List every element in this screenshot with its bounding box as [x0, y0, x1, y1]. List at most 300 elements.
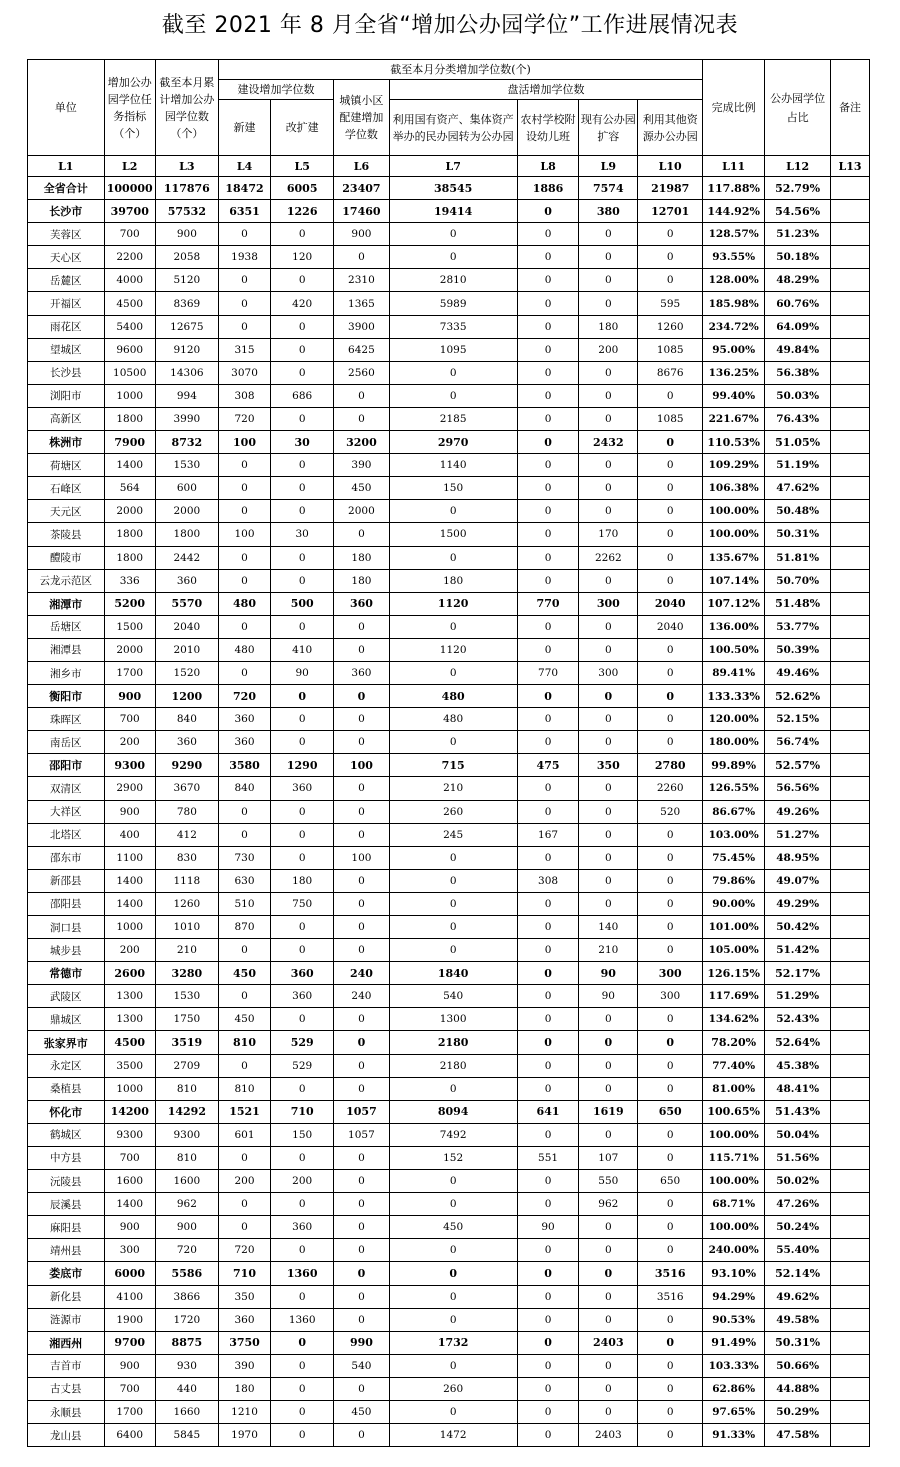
table-cell: 0 [271, 731, 334, 754]
table-cell: 450 [218, 962, 270, 985]
table-cell: 360 [218, 731, 270, 754]
table-cell: 0 [517, 731, 579, 754]
table-cell: 360 [218, 708, 270, 731]
table-cell: 1660 [155, 1400, 218, 1423]
table-cell: 0 [334, 1054, 390, 1077]
table-cell: 1700 [104, 1400, 155, 1423]
table-cell: 0 [271, 916, 334, 939]
column-code-row [28, 156, 870, 177]
table-cell: 0 [271, 454, 334, 477]
table-cell: 0 [334, 823, 390, 846]
table-cell: 0 [218, 823, 270, 846]
table-cell: 308 [218, 384, 270, 407]
table-cell: 52.14% [765, 1262, 831, 1285]
table-cell: 650 [638, 1170, 703, 1193]
table-cell: 8094 [389, 1100, 517, 1123]
table-cell: 715 [389, 754, 517, 777]
table-cell: 89.41% [703, 661, 765, 684]
unit-name-cell: 望城区 [28, 338, 105, 361]
table-cell: 8676 [638, 361, 703, 384]
table-cell [831, 246, 870, 269]
table-cell: 900 [104, 800, 155, 823]
table-cell: 0 [389, 615, 517, 638]
table-row [28, 431, 870, 454]
unit-name-cell: 武陵区 [28, 985, 105, 1008]
table-cell: 90.53% [703, 1308, 765, 1331]
table-cell: 0 [638, 892, 703, 915]
table-cell [831, 546, 870, 569]
table-cell: 0 [271, 1008, 334, 1031]
table-cell: 50.31% [765, 523, 831, 546]
table-cell: 110.53% [703, 431, 765, 454]
table-row [28, 1308, 870, 1331]
table-cell: 107.12% [703, 592, 765, 615]
table-cell: 0 [638, 500, 703, 523]
table-row [28, 846, 870, 869]
table-cell: 1400 [104, 1193, 155, 1216]
table-cell: 1400 [104, 869, 155, 892]
table-cell: 128.57% [703, 223, 765, 246]
table-cell: 0 [638, 477, 703, 500]
table-cell: 1970 [218, 1424, 270, 1447]
table-cell: 0 [517, 962, 579, 985]
table-cell: 2200 [104, 246, 155, 269]
table-cell: 1085 [638, 407, 703, 430]
code-cell: L1 [28, 156, 105, 177]
table-cell: 0 [218, 292, 270, 315]
table-cell: 120 [271, 246, 334, 269]
table-cell [831, 177, 870, 200]
table-cell [831, 315, 870, 338]
table-cell: 1057 [334, 1123, 390, 1146]
table-cell [831, 1031, 870, 1054]
table-cell: 400 [104, 823, 155, 846]
table-cell: 4500 [104, 292, 155, 315]
table-cell: 50.02% [765, 1170, 831, 1193]
table-cell: 51.43% [765, 1100, 831, 1123]
table-cell: 0 [517, 477, 579, 500]
table-cell: 9290 [155, 754, 218, 777]
table-cell: 0 [517, 1193, 579, 1216]
unit-name-cell: 北塔区 [28, 823, 105, 846]
table-cell: 9300 [155, 1123, 218, 1146]
table-cell: 52.43% [765, 1008, 831, 1031]
table-cell [831, 269, 870, 292]
table-cell [831, 384, 870, 407]
table-cell: 3500 [104, 1054, 155, 1077]
unit-name-cell: 衡阳市 [28, 685, 105, 708]
table-cell: 200 [104, 939, 155, 962]
header-expand: 现有公办园扩容 [579, 100, 638, 156]
unit-name-cell: 芙蓉区 [28, 223, 105, 246]
table-cell: 0 [517, 892, 579, 915]
table-cell: 1530 [155, 454, 218, 477]
table-cell: 0 [517, 800, 579, 823]
code-cell: L7 [389, 156, 517, 177]
table-cell: 100 [218, 431, 270, 454]
table-row [28, 315, 870, 338]
table-cell: 144.92% [703, 200, 765, 223]
table-cell: 0 [579, 1377, 638, 1400]
table-cell: 0 [579, 846, 638, 869]
table-cell: 900 [155, 1216, 218, 1239]
table-cell: 2310 [334, 269, 390, 292]
table-cell: 50.18% [765, 246, 831, 269]
table-cell: 234.72% [703, 315, 765, 338]
table-cell: 1260 [638, 315, 703, 338]
table-cell: 0 [638, 1424, 703, 1447]
table-cell: 3516 [638, 1262, 703, 1285]
table-cell: 0 [579, 1008, 638, 1031]
table-cell: 770 [517, 592, 579, 615]
table-cell: 0 [334, 800, 390, 823]
table-cell: 76.43% [765, 407, 831, 430]
table-row [28, 916, 870, 939]
table-cell: 420 [271, 292, 334, 315]
table-cell: 12675 [155, 315, 218, 338]
table-cell: 540 [389, 985, 517, 1008]
table-cell [831, 592, 870, 615]
table-cell: 308 [517, 869, 579, 892]
table-cell: 6005 [271, 177, 334, 200]
unit-name-cell: 张家界市 [28, 1031, 105, 1054]
table-cell: 0 [334, 384, 390, 407]
table-cell: 0 [218, 661, 270, 684]
table-cell: 0 [638, 1193, 703, 1216]
unit-name-cell: 株洲市 [28, 431, 105, 454]
table-cell: 23407 [334, 177, 390, 200]
table-cell: 0 [517, 361, 579, 384]
table-cell: 650 [638, 1100, 703, 1123]
table-cell: 0 [579, 1354, 638, 1377]
table-cell: 0 [638, 1377, 703, 1400]
table-cell: 94.29% [703, 1285, 765, 1308]
table-cell: 0 [517, 523, 579, 546]
table-cell: 4100 [104, 1285, 155, 1308]
table-cell [831, 1308, 870, 1331]
table-cell: 180 [389, 569, 517, 592]
table-cell: 810 [155, 1077, 218, 1100]
table-row [28, 1146, 870, 1169]
table-cell: 780 [155, 800, 218, 823]
table-cell: 135.67% [703, 546, 765, 569]
table-cell [831, 454, 870, 477]
table-cell: 1520 [155, 661, 218, 684]
unit-name-cell: 麻阳县 [28, 1216, 105, 1239]
table-cell: 0 [218, 939, 270, 962]
table-cell: 0 [334, 1308, 390, 1331]
table-cell: 52.57% [765, 754, 831, 777]
table-cell: 0 [579, 892, 638, 915]
table-cell: 180 [334, 569, 390, 592]
table-cell: 450 [218, 1008, 270, 1031]
table-cell: 1140 [389, 454, 517, 477]
table-cell: 990 [334, 1331, 390, 1354]
table-cell: 2600 [104, 962, 155, 985]
table-cell: 730 [218, 846, 270, 869]
table-cell: 0 [218, 1193, 270, 1216]
table-cell: 180 [271, 869, 334, 892]
table-row [28, 1400, 870, 1423]
unit-name-cell: 中方县 [28, 1146, 105, 1169]
table-cell: 830 [155, 846, 218, 869]
unit-name-cell: 龙山县 [28, 1424, 105, 1447]
table-cell: 0 [334, 869, 390, 892]
page-title: 截至 2021 年 8 月全省“增加公办园学位”工作进展情况表 [161, 13, 739, 38]
table-cell: 260 [389, 1377, 517, 1400]
table-cell: 105.00% [703, 939, 765, 962]
table-cell: 107.14% [703, 569, 765, 592]
table-cell: 95.00% [703, 338, 765, 361]
table-cell [831, 754, 870, 777]
table-cell: 1360 [271, 1262, 334, 1285]
table-cell: 1010 [155, 916, 218, 939]
table-row [28, 592, 870, 615]
table-cell: 1118 [155, 869, 218, 892]
table-cell: 57532 [155, 200, 218, 223]
table-cell: 1400 [104, 892, 155, 915]
table-cell: 126.15% [703, 962, 765, 985]
table-cell: 0 [517, 1308, 579, 1331]
table-cell: 0 [579, 777, 638, 800]
table-cell: 3070 [218, 361, 270, 384]
unit-name-cell: 开福区 [28, 292, 105, 315]
table-cell: 1886 [517, 177, 579, 200]
table-cell: 51.42% [765, 939, 831, 962]
table-cell: 360 [271, 962, 334, 985]
table-cell: 0 [638, 1239, 703, 1262]
table-cell: 200 [218, 1170, 270, 1193]
table-cell: 480 [218, 638, 270, 661]
code-cell: L6 [334, 156, 390, 177]
table-cell: 0 [579, 292, 638, 315]
table-cell: 5400 [104, 315, 155, 338]
table-cell: 0 [517, 407, 579, 430]
table-cell: 0 [638, 1077, 703, 1100]
table-cell: 117876 [155, 177, 218, 200]
table-cell: 360 [271, 1216, 334, 1239]
table-cell: 0 [517, 985, 579, 1008]
table-cell: 48.29% [765, 269, 831, 292]
table-cell: 1400 [104, 454, 155, 477]
table-cell: 90.00% [703, 892, 765, 915]
unit-name-cell: 大祥区 [28, 800, 105, 823]
table-cell: 1200 [155, 685, 218, 708]
table-cell: 100.50% [703, 638, 765, 661]
table-cell: 1530 [155, 985, 218, 1008]
table-cell: 0 [389, 939, 517, 962]
table-cell: 3670 [155, 777, 218, 800]
table-cell [831, 1262, 870, 1285]
table-cell: 1120 [389, 638, 517, 661]
table-cell [831, 1123, 870, 1146]
code-cell: L3 [155, 156, 218, 177]
table-cell [831, 500, 870, 523]
table-cell: 360 [271, 985, 334, 1008]
table-cell: 1226 [271, 200, 334, 223]
unit-name-cell: 高新区 [28, 407, 105, 430]
table-cell: 550 [579, 1170, 638, 1193]
table-cell [831, 1077, 870, 1100]
table-cell: 0 [334, 523, 390, 546]
table-cell: 0 [638, 223, 703, 246]
table-cell: 38545 [389, 177, 517, 200]
table-cell: 100.00% [703, 1123, 765, 1146]
table-cell: 100 [334, 846, 390, 869]
unit-name-cell: 常德市 [28, 962, 105, 985]
table-cell: 0 [579, 500, 638, 523]
table-cell: 0 [517, 939, 579, 962]
table-cell: 630 [218, 869, 270, 892]
table-cell: 3280 [155, 962, 218, 985]
unit-name-cell: 珠晖区 [28, 708, 105, 731]
table-cell: 0 [389, 846, 517, 869]
table-cell: 0 [517, 1377, 579, 1400]
table-cell: 600 [155, 477, 218, 500]
table-cell: 14200 [104, 1100, 155, 1123]
table-cell: 720 [218, 685, 270, 708]
table-row [28, 823, 870, 846]
table-cell: 1900 [104, 1308, 155, 1331]
table-row [28, 200, 870, 223]
table-cell: 0 [638, 916, 703, 939]
table-cell: 0 [579, 1285, 638, 1308]
table-cell [831, 1377, 870, 1400]
table-cell: 0 [334, 246, 390, 269]
table-cell: 0 [517, 1170, 579, 1193]
unit-name-cell: 新邵县 [28, 869, 105, 892]
table-cell: 0 [517, 315, 579, 338]
table-cell: 48.95% [765, 846, 831, 869]
table-cell: 1600 [155, 1170, 218, 1193]
table-cell: 0 [271, 315, 334, 338]
table-cell: 51.05% [765, 431, 831, 454]
table-cell: 1095 [389, 338, 517, 361]
table-cell: 0 [638, 384, 703, 407]
table-cell: 51.19% [765, 454, 831, 477]
table-cell: 136.25% [703, 361, 765, 384]
unit-name-cell: 长沙县 [28, 361, 105, 384]
table-cell: 720 [218, 1239, 270, 1262]
table-cell: 17460 [334, 200, 390, 223]
table-cell [831, 1146, 870, 1169]
table-cell: 720 [218, 407, 270, 430]
table-cell: 710 [218, 1262, 270, 1285]
table-cell [831, 1170, 870, 1193]
table-cell: 245 [389, 823, 517, 846]
unit-name-cell: 邵阳市 [28, 754, 105, 777]
header-renovate: 改扩建 [271, 100, 334, 156]
table-cell [831, 361, 870, 384]
table-cell: 0 [271, 1331, 334, 1354]
table-cell: 900 [104, 685, 155, 708]
table-cell: 2900 [104, 777, 155, 800]
table-cell [831, 1424, 870, 1447]
table-cell [831, 708, 870, 731]
table-cell: 200 [104, 731, 155, 754]
table-row [28, 1077, 870, 1100]
table-row [28, 1377, 870, 1400]
table-cell: 0 [638, 731, 703, 754]
table-cell: 1472 [389, 1424, 517, 1447]
table-cell: 0 [517, 777, 579, 800]
table-row [28, 1031, 870, 1054]
table-cell: 0 [638, 454, 703, 477]
table-cell: 100 [218, 523, 270, 546]
unit-name-cell: 辰溪县 [28, 1193, 105, 1216]
table-cell: 3900 [334, 315, 390, 338]
table-row [28, 1216, 870, 1239]
table-cell: 520 [638, 800, 703, 823]
table-cell: 0 [638, 869, 703, 892]
table-cell: 0 [389, 361, 517, 384]
table-cell [831, 638, 870, 661]
table-cell: 50.31% [765, 1331, 831, 1354]
table-cell: 0 [334, 708, 390, 731]
table-cell [831, 685, 870, 708]
table-cell: 0 [579, 869, 638, 892]
table-cell: 0 [218, 1054, 270, 1077]
table-cell [831, 800, 870, 823]
table-cell: 0 [638, 1331, 703, 1354]
unit-name-cell: 雨花区 [28, 315, 105, 338]
table-cell: 0 [271, 1239, 334, 1262]
unit-name-cell: 湘乡市 [28, 661, 105, 684]
table-row [28, 269, 870, 292]
table-cell: 150 [389, 477, 517, 500]
table-row [28, 1123, 870, 1146]
table-cell: 0 [389, 1285, 517, 1308]
table-cell: 0 [271, 1077, 334, 1100]
table-cell: 51.23% [765, 223, 831, 246]
table-row [28, 754, 870, 777]
table-cell: 1800 [104, 523, 155, 546]
table-cell: 5570 [155, 592, 218, 615]
table-cell: 18472 [218, 177, 270, 200]
table-cell: 0 [334, 1424, 390, 1447]
table-cell: 0 [218, 315, 270, 338]
table-row [28, 1331, 870, 1354]
table-cell: 0 [271, 939, 334, 962]
table-cell: 0 [334, 615, 390, 638]
table-cell: 0 [271, 823, 334, 846]
table-cell: 0 [579, 1308, 638, 1331]
table-cell: 2780 [638, 754, 703, 777]
header-task: 增加公办园学位任务指标（个） [104, 60, 155, 156]
table-cell: 3580 [218, 754, 270, 777]
table-cell: 0 [638, 846, 703, 869]
table-cell: 1732 [389, 1331, 517, 1354]
table-cell: 210 [155, 939, 218, 962]
table-cell: 109.29% [703, 454, 765, 477]
table-cell: 480 [389, 708, 517, 731]
table-cell: 8369 [155, 292, 218, 315]
table-cell [831, 1216, 870, 1239]
table-cell: 1120 [389, 592, 517, 615]
table-cell: 14306 [155, 361, 218, 384]
table-cell: 0 [517, 1331, 579, 1354]
table-cell: 90 [271, 661, 334, 684]
table-cell: 390 [218, 1354, 270, 1377]
table-cell: 56.74% [765, 731, 831, 754]
table-cell: 0 [638, 569, 703, 592]
table-cell: 540 [334, 1354, 390, 1377]
table-cell: 106.38% [703, 477, 765, 500]
table-cell: 2040 [638, 615, 703, 638]
table-cell [831, 223, 870, 246]
unit-name-cell: 洞口县 [28, 916, 105, 939]
table-cell: 90 [517, 1216, 579, 1239]
